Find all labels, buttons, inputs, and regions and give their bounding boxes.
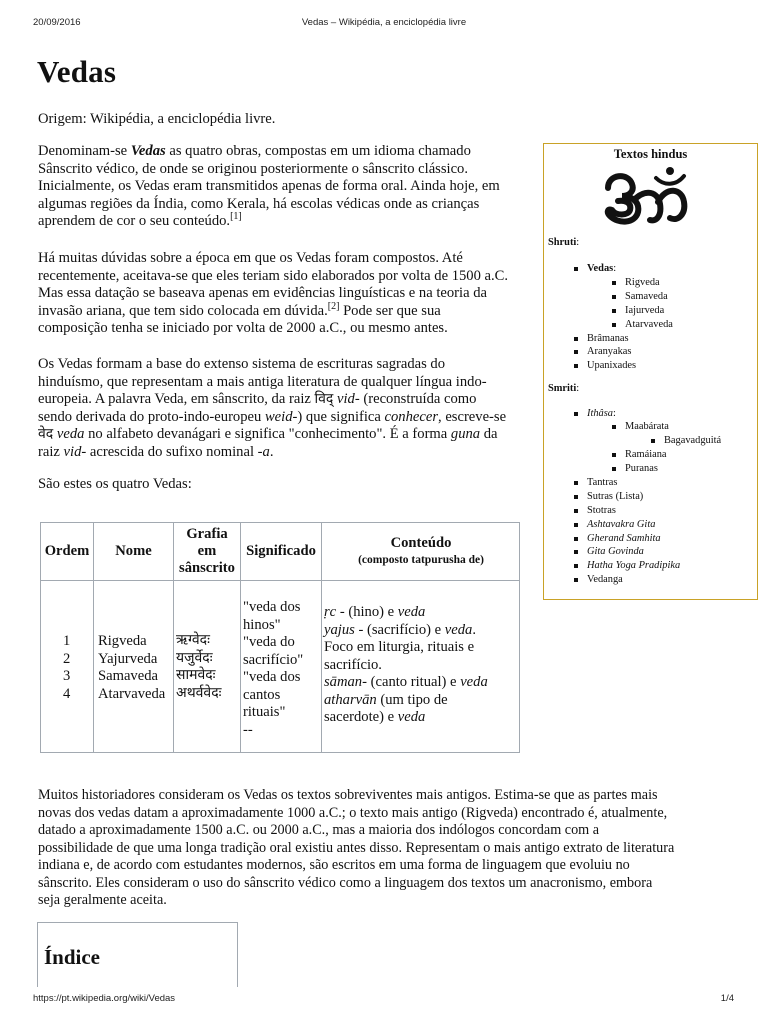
infobox-item-bramanas[interactable]: Brâmanas	[587, 333, 629, 344]
infobox-item-puranas[interactable]: Puranas	[625, 463, 658, 474]
infobox-item-ramaiana[interactable]: Ramáiana	[625, 449, 667, 460]
conteudo-line: atharvān (um tipo de	[324, 691, 448, 708]
page-title: Vedas	[37, 54, 117, 89]
print-date: 20/09/2016	[33, 17, 81, 28]
infobox-item-aranyakas[interactable]: Aranyakas	[587, 346, 632, 357]
vedas-table	[40, 522, 520, 753]
infobox-item-ashtavakra-gita[interactable]: Ashtavakra Gita	[587, 519, 656, 530]
infobox-item-vedas[interactable]: Vedas:	[587, 263, 617, 274]
cell-conteudo	[324, 604, 488, 727]
conteudo-line: Foco em liturgia, rituais e	[324, 639, 475, 655]
veda-name[interactable]: Samaveda	[98, 668, 158, 684]
conteudo-line: yajus - (sacrifício) e veda.	[324, 621, 476, 638]
veda-name[interactable]: Rigveda	[98, 633, 147, 649]
toc-title: Índice	[44, 945, 101, 969]
header-grafia: Grafia em sânscrito	[179, 526, 235, 576]
infobox-item-tantras[interactable]: Tantras	[587, 477, 618, 488]
conteudo-line: sacrifício.	[324, 656, 382, 673]
veda-name[interactable]: Yajurveda	[98, 650, 158, 667]
header-significado: Significado	[246, 543, 316, 559]
cell-grafia: ऋग्वेदः यजुर्वेदः सामवेदः अथर्ववेदः	[176, 632, 222, 701]
infobox-item-rigveda[interactable]: Rigveda	[625, 277, 660, 288]
infobox-shruti-label: Shruti:	[548, 237, 580, 248]
infobox-item-bagavadguita[interactable]: Bagavadguitá	[664, 435, 722, 446]
paragraph-history: Muitos historiadores consideram os Vedas os textos sobreviventes mais antigos. Estima-se que as partes mais novas dos vedas datam a aproximadamente 1000 a.C.; o texto mais antigo (Rigveda) encontrado é, atualmente, datado a aproximadamente 1500 a.C. ou 2000 a.C., mas a maioria dos indólogos concordam com a possibilidade de que uma longa tradição oral existiu antes disso. Representam o mais antigo extrato de literatura indiana e, de acordo com estudantes modernos, são escritos em uma forma de linguagem que evoluiu no sânscrito. Eles consideram o uso do sânscrito védico como a linguagem dos textos um anacronismo, embora seja geralmente aceita.	[38, 787, 675, 908]
infobox-item-hatha-yoga[interactable]: Hatha Yoga Pradipika	[587, 560, 681, 571]
om-symbol-icon	[598, 166, 708, 226]
infobox-item-gherand-samhita[interactable]: Gherand Samhita	[587, 533, 661, 544]
infobox-title: Textos hindus	[613, 147, 688, 161]
paragraph-four-vedas: São estes os quatro Vedas:	[38, 476, 192, 492]
header-nome: Nome	[115, 543, 152, 559]
infobox-item-ithasa[interactable]: Ithâsa:	[587, 408, 616, 419]
infobox-item-stotras[interactable]: Stotras	[587, 505, 616, 516]
header-conteudo: Conteúdo (composto tatpurusha de)	[358, 535, 484, 566]
veda-name[interactable]: Atarvaveda	[98, 685, 166, 702]
infobox-item-atarvaveda[interactable]: Atarvaveda	[625, 319, 673, 330]
infobox-item-gita-govinda[interactable]: Gita Govinda	[587, 546, 644, 557]
infobox-item-vedanga[interactable]: Vedanga	[587, 574, 623, 585]
origin-line: Origem: Wikipédia, a enciclopédia livre.	[38, 111, 276, 127]
print-page-title: Vedas – Wikipédia, a enciclopédia livre	[301, 17, 467, 28]
infobox-hindu-texts	[543, 143, 758, 600]
header-ordem: Ordem	[44, 543, 90, 559]
infobox-item-maabarata[interactable]: Maabárata	[625, 421, 669, 432]
conteudo-line: sāman- (canto ritual) e veda	[324, 674, 488, 690]
infobox-item-iajurveda[interactable]: Iajurveda	[625, 305, 665, 316]
table-of-contents	[37, 922, 238, 987]
paragraph-etymology: Os Vedas formam a base do extenso sistema de escrituras sagradas do hinduísmo, que representam a mais antiga literatura de qualquer língua indo- europeia. A palavra Veda, em sânscrito, da raiz विद् vid- (reconstruída como sendo derivada do proto-indo-europeu weid-) que significa conhecer, escreve-se वेद veda no alfabeto devanágari e significa "conhecimento". É a forma guna da raiz vid- acrescida do sufixo nominal -a.	[38, 356, 507, 460]
print-url: https://pt.wikipedia.org/wiki/Vedas	[33, 993, 176, 1004]
conteudo-line: ṛc - (hino) e veda	[324, 604, 426, 620]
cell-ordem: 1 2 3 4	[63, 633, 71, 702]
conteudo-line: sacerdote) e veda	[324, 709, 426, 725]
paragraph-intro: Denominam-se Vedas as quatro obras, compostas em um idioma chamado Sânscrito védico, de onde se originou posteriormente o sânscrito clássico. Inicialmente, os Vedas eram transmitidos apenas de forma oral. Ainda hoje, em algumas regiões da Índia, como Kerala, há escolas védicas onde as crianças aprendem de cor o seu conteúdo.[1]	[38, 143, 500, 229]
infobox-item-samaveda[interactable]: Samaveda	[625, 291, 668, 302]
infobox-item-upanixades[interactable]: Upanixades	[587, 360, 637, 371]
infobox-item-sutras[interactable]: Sutras (Lista)	[587, 491, 644, 502]
cell-significado: "veda dos hinos" "veda do sacrifício" "veda dos cantos rituais" --	[243, 599, 304, 738]
cell-nomes	[98, 633, 165, 703]
infobox-smriti-label: Smriti:	[548, 383, 580, 394]
print-page-number: 1/4	[720, 993, 734, 1004]
paragraph-dating: Há muitas dúvidas sobre a época em que os Vedas foram compostos. Até recentemente, aceitava-se que eles teriam sido elaborados por volta de 1500 a.C. Mas essa datação se baseava apenas em evidências linguísticas e na teoria da invasão ariana, que tem sido colocada em dúvida.[2] Pode ser que sua composição tenha se iniciado por volta de 2000 a.C., ou mesmo antes.	[38, 250, 509, 336]
